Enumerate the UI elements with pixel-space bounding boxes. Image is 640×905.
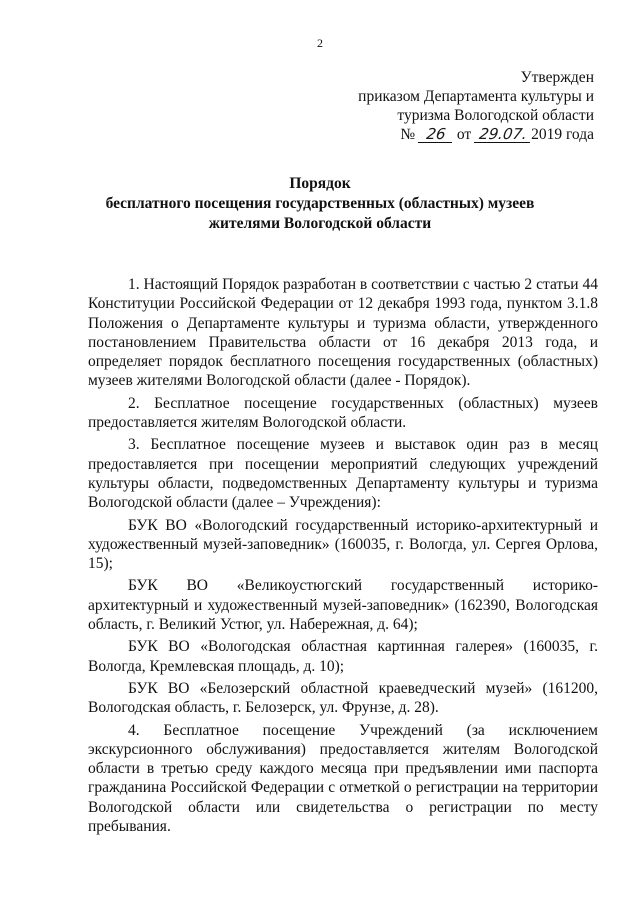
- order-number-handwritten: 26: [418, 127, 454, 143]
- page-number: 2: [317, 36, 323, 50]
- order-number-prefix: №: [400, 126, 416, 143]
- document-body: [88, 275, 598, 836]
- museum-item-vologda: БУК ВО «Вологодский государственный историко-архитектурный и художественный музей-заповедник» (160035, г. Вологда, ул. Сергея Орлова, 15);: [88, 516, 598, 573]
- paragraph-3: 3. Бесплатное посещение музеев и выставок один раз в месяц предоставляется при посещении мероприятий следующих учреждений культуры области, подведомственных Департаменту культуры и туризма Вологодской области (далее – Учреждения):: [88, 436, 598, 512]
- approval-line-order: приказом Департамента культуры и: [358, 88, 594, 105]
- paragraph-2: 2. Бесплатное посещение государственных (областных) музеев предоставляется жителям Вологодской области.: [88, 394, 598, 432]
- approval-line-department: туризма Вологодской области: [397, 107, 594, 124]
- approval-line-number-date: [358, 125, 594, 144]
- order-date-handwritten: 29.07.: [474, 127, 532, 143]
- museum-item-veliky-ustyug: БУК ВО «Великоустюгский государственный историко-архитектурный и художественный музей-заповедник» (162390, Вологодская область, г. Великий Устюг, ул. Набережная, д. 64);: [88, 577, 598, 634]
- document-title: [0, 174, 640, 234]
- museum-item-gallery: БУК ВО «Вологодская областная картинная галерея» (160035, г. Вологда, Кремлевская площадь, д. 10);: [88, 638, 598, 675]
- paragraph-4: 4. Бесплатное посещение Учреждений (за исключением экскурсионного обслуживания) предоставляется жителям Вологодской области в третью среду каждого месяца при предъявлении ими паспорта гражданина Российской Федерации с отметкой о регистрации на территории Вологодской области или свидетельства о регистрации по месту пребывания.: [88, 721, 598, 836]
- title-line-2: бесплатного посещения государственных (областных) музеев: [105, 195, 535, 212]
- order-year: 2019 года: [531, 126, 594, 143]
- approval-stamp-block: [358, 68, 594, 144]
- museum-item-belozersk: БУК ВО «Белозерский областной краеведческий музей» (161200, Вологодская область, г. Белозерск, ул. Фрунзе, д. 28).: [88, 679, 598, 717]
- approval-line-approved: Утвержден: [520, 69, 594, 86]
- title-line-1: Порядок: [289, 175, 351, 192]
- title-line-3: жителями Вологодской области: [208, 215, 432, 232]
- paragraph-1: 1. Настоящий Порядок разработан в соответствии с частью 2 статьи 44 Конституции Российской Федерации от 12 декабря 1993 года, пунктом 3.1.8 Положения о Департаменте культуры и туризма области, утвержденного постановлением Правительства области от 16 декабря 2013 года, и определяет порядок бесплатного посещения государственных (областных) музеев жителями Вологодской области (далее - Порядок).: [88, 276, 598, 390]
- order-date-prefix: от: [456, 126, 472, 143]
